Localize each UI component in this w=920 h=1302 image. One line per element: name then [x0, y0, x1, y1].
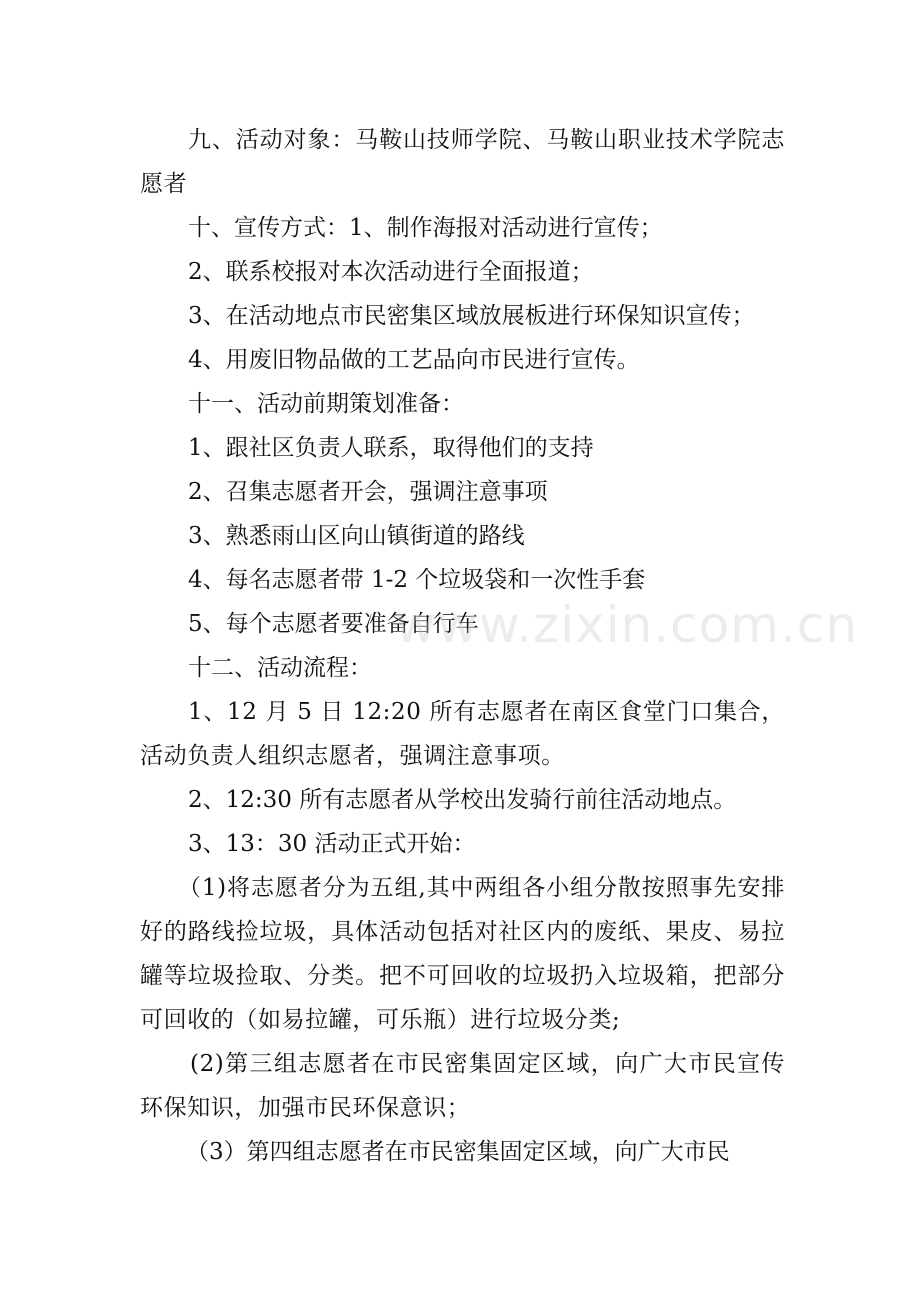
- watermark-text: www.zixin.com.cn: [395, 596, 859, 654]
- paragraph-group-task-2: (2)第三组志愿者在市民密集固定区域，向广大市民宣传环保知识，加强市民环保意识；: [140, 1051, 785, 1121]
- paragraph-publicity-item-3: 3、在活动地点市民密集区域放展板进行环保知识宣传；: [188, 303, 755, 329]
- paragraph-publicity-item-2: 2、联系校报对本次活动进行全面报道；: [188, 259, 594, 285]
- paragraph-preparation-item-1: 1、跟社区负责人联系，取得他们的支持: [188, 435, 594, 461]
- paragraph-process-step-3: 3、13：30 活动正式开始：: [188, 831, 476, 857]
- paragraph-preparation-item-3: 3、熟悉雨山区向山镇街道的路线: [188, 523, 525, 549]
- paragraph-preparation-item-4: 4、每名志愿者带 1-2 个垃圾袋和一次性手套: [188, 567, 646, 593]
- paragraph-group-task-3: （3）第四组志愿者在市民密集固定区域，向广大市民: [186, 1139, 730, 1165]
- paragraph-group-task-1: （1)将志愿者分为五组,其中两组各小组分散按照事先安排好的路线捡垃圾，具体活动包括对社区内的废纸、果皮、易拉罐等垃圾捡取、分类。把不可回收的垃圾扔入垃圾箱，把部分可回收的（如易拉罐，可乐瓶）进行垃圾分类;: [140, 875, 785, 1033]
- paragraph-publicity-methods: 十、宣传方式：1、制作海报对活动进行宣传；: [188, 215, 663, 241]
- paragraph-target-audience: 九、活动对象：马鞍山技师学院、马鞍山职业技术学院志愿者: [140, 127, 785, 197]
- paragraph-preparation-item-2: 2、召集志愿者开会，强调注意事项: [188, 479, 548, 505]
- paragraph-process-heading: 十二、活动流程：: [188, 655, 372, 681]
- paragraph-publicity-item-4: 4、用废旧物品做的工艺品向市民进行宣传。: [188, 347, 640, 373]
- paragraph-process-step-2: 2、12:30 所有志愿者从学校出发骑行前往活动地点。: [188, 787, 737, 813]
- paragraph-preparation-heading: 十一、活动前期策划准备：: [188, 391, 464, 417]
- document-body: [140, 118, 785, 1174]
- paragraph-process-step-1: 1、12 月 5 日 12:20 所有志愿者在南区食堂门口集合，活动负责人组织志愿者，强调注意事项。: [140, 699, 785, 769]
- paragraph-preparation-item-5: 5、每个志愿者要准备自行车: [188, 611, 479, 637]
